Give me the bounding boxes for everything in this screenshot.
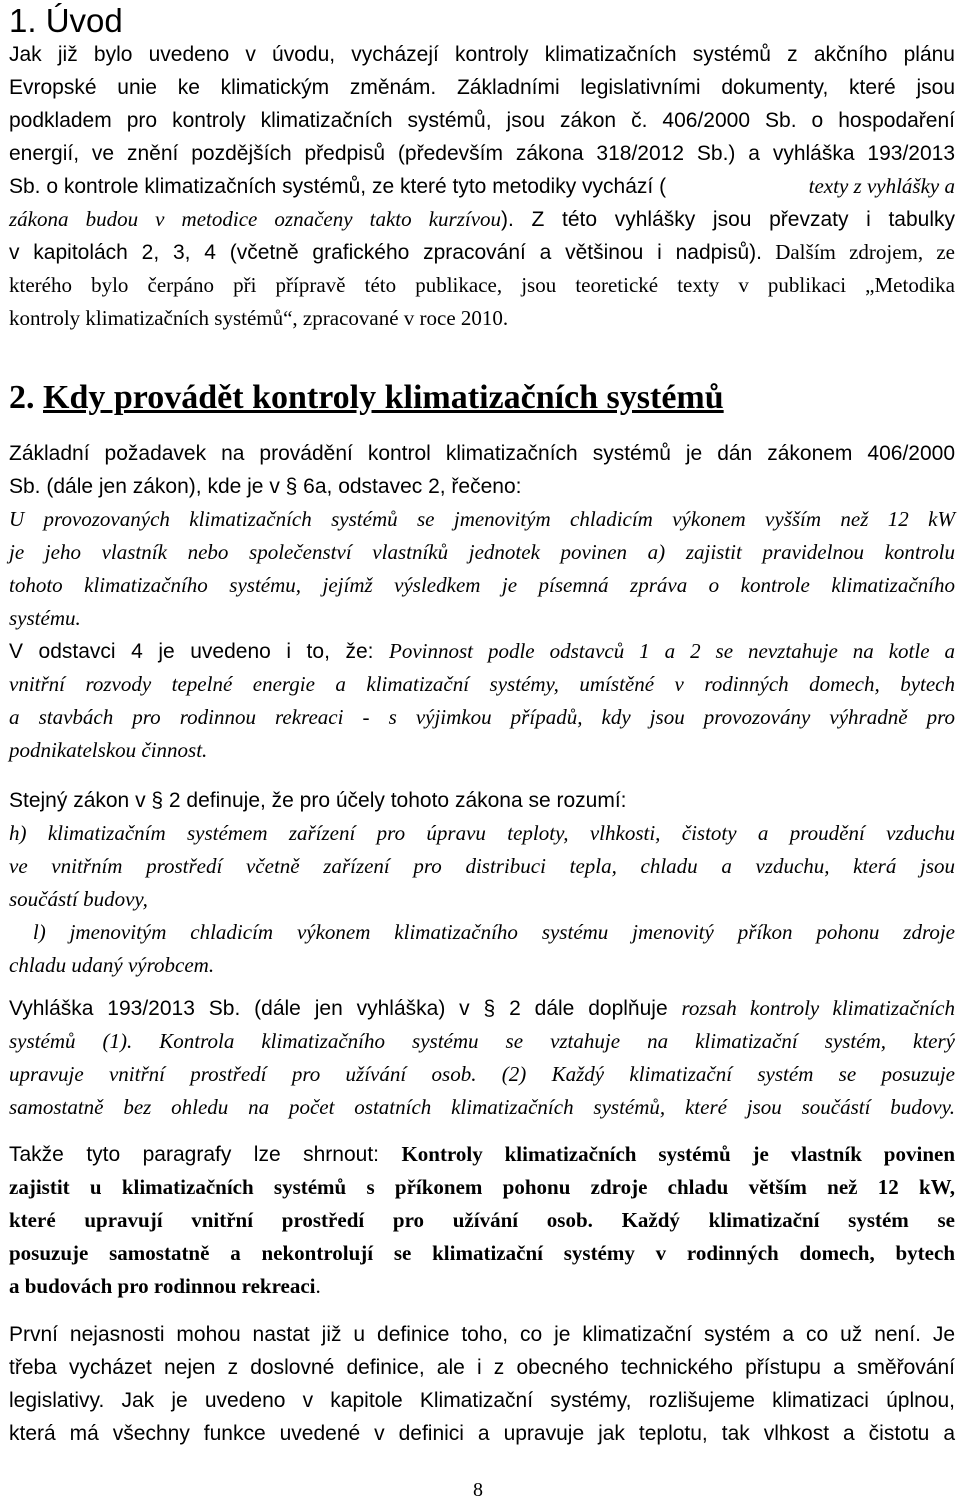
text-line: kterého bylo čerpáno při přípravě této publikace, jsou teoretické texty v publikaci „Metodika [9,273,955,297]
bold-line: které upravují vnitřní prostředí pro užívání osob. Každý klimatizační systém se [9,1208,955,1232]
quote-line: systému. [9,606,81,630]
quote-line: h) klimatizačním systémem zařízení pro úpravu teploty, vlhkosti, čistoty a proudění vzduchu [9,821,955,845]
text-line [9,170,955,203]
bold-run: Kontroly klimatizačních systémů je vlastník povinen [401,1142,955,1166]
paragraph-definition-issues [9,1318,955,1450]
italic-run: texty z vyhlášky a [808,174,955,198]
text-run: Vyhláška 193/2013 Sb. (dále jen vyhláška) v § 2 dále doplňuje [9,997,682,1020]
quote-line: chladu udaný výrobcem. [9,953,215,977]
bold-line: posuzuje samostatně a nekontrolují se klimatizační systémy v rodinných domech, bytech [9,1241,955,1265]
section-heading-1: 1. Úvod [9,2,123,39]
paragraph-decree [9,992,955,1124]
text-line [9,1138,955,1171]
text-run: Takže tyto paragrafy lze shrnout: [9,1143,402,1166]
quote-line: upravuje vnitřní prostředí pro užívání osob. (2) Každý klimatizační systém se posuzuje [9,1062,955,1086]
section-heading-2 [9,378,724,418]
text-line [9,992,955,1025]
italic-run: zákona budou v metodice označeny takto kurzívou [9,207,502,231]
text-run: . [315,1274,321,1298]
paragraph-summary [9,1138,955,1303]
quote-line: podnikatelskou činnost. [9,738,208,762]
text-line: kontroly klimatizačních systémů“, zpracované v roce 2010. [9,306,509,330]
quote-line: l) jmenovitým chladicím výkonem klimatizačního systému jmenovitý příkon pohonu zdroje [9,920,955,944]
page-number: 8 [473,1479,483,1501]
text-line: Sb. (dále jen zákon), kde je v § 6a, odstavec 2, řečeno: [9,475,522,498]
text-run: Dalším zdrojem, ze [761,240,955,264]
quote-line: systémů (1). Kontrola klimatizačního systému se vztahuje na klimatizační systém, který [9,1029,955,1053]
paragraph-law [9,437,955,767]
text-line: Stejný zákon v § 2 definuje, že pro účely tohoto zákona se rozumí: [9,789,627,812]
text-line: která má všechny funkce uvedené v definici a upravuje jak teplotu, tak vlhkost a čistotu a [9,1422,955,1445]
bold-line: zajistit u klimatizačních systémů s příkonem pohonu zdroje chladu větším než 12 kW, [9,1175,955,1199]
quote-line: samostatně bez ohledu na počet ostatních klimatizačních systémů, které jsou součástí budovy. [9,1095,955,1119]
quote-line: tohoto klimatizačního systému, jejímž výsledkem je písemná zpráva o kontrole klimatizačního [9,573,955,597]
text-run: ). Z této vyhlášky jsou převzaty i tabulky [501,208,956,231]
italic-run: Povinnost podle odstavců 1 a 2 se nevztahuje na kotle a [389,639,955,663]
quote-line: vnitřní rozvody tepelné energie a klimatizační systémy, umístěné v rodinných domech, bytech [9,672,955,696]
quote-line: a stavbách pro rodinnou rekreaci - s výjimkou případů, kdy jsou provozovány výhradně pro [9,705,955,729]
text-line: Jak již bylo uvedeno v úvodu, vycházejí kontroly klimatizačních systémů z akčního plánu [9,43,955,66]
paragraph-definitions [9,784,955,982]
text-line: Základní požadavek na provádění kontrol klimatizačních systémů je dán zákonem 406/2000 [9,442,955,465]
text-line [9,203,955,236]
heading-title: Kdy provádět kontroly klimatizačních systémů [43,379,724,416]
text-line: třeba vycházet nejen z doslovné definice, ale i z obecného technického přístupu a směřování [9,1356,955,1379]
text-line [9,236,955,269]
heading-number: 2. [9,379,35,416]
italic-run: rozsah kontroly klimatizačních [681,996,956,1020]
text-line [9,1270,955,1303]
text-run: V odstavci 4 je uvedeno i to, že: [9,640,390,663]
quote-line: je jeho vlastník nebo společenství vlastníků jednotek povinen a) zajistit pravidelnou kontrolu [9,540,955,564]
text-line: energií, ve znění pozdějších předpisů (především zákona 318/2012 Sb.) a vyhláška 193/2013 [9,142,955,165]
text-line: legislativy. Jak je uvedeno v kapitole Klimatizační systémy, rozlišujeme klimatizaci úplnou, [9,1389,955,1412]
text-line: Evropské unie ke klimatickým změnám. Základními legislativními dokumenty, které jsou [9,76,955,99]
text-run: v kapitolách 2, 3, 4 (včetně grafického zpracování a většinou i nadpisů). [9,241,762,264]
quote-line: součástí budovy, [9,887,148,911]
quote-line: U provozovaných klimatizačních systémů se jmenovitým chladicím výkonem vyšším než 12 kW [9,507,955,531]
text-run: Sb. o kontrole klimatizačních systémů, ze které tyto metodiky vychází ( [9,175,667,198]
text-line: První nejasnosti mohou nastat již u definice toho, co je klimatizační systém a co už není. Je [9,1323,955,1346]
quote-line: ve vnitřním prostředí včetně zařízení pro distribuci tepla, chladu a vzduchu, která jsou [9,854,955,878]
paragraph-intro [9,38,955,335]
text-line [9,635,955,668]
bold-run: a budovách pro rodinnou rekreaci [9,1274,316,1298]
text-line: podkladem pro kontroly klimatizačních systémů, jsou zákon č. 406/2000 Sb. o hospodaření [9,109,955,132]
